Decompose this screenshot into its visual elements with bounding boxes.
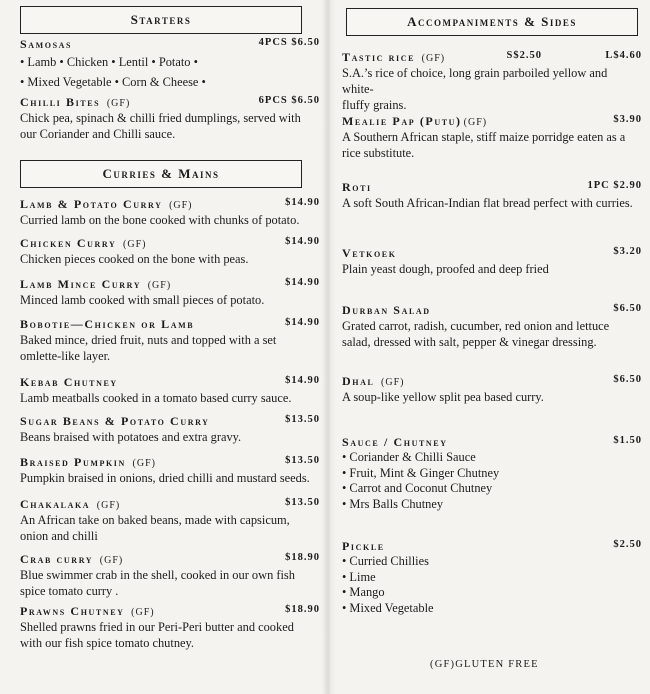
tastic-price-large: L$4.60 — [605, 50, 642, 61]
vetkoek-price: $3.20 — [613, 246, 642, 257]
curry-item — [20, 277, 320, 308]
curry-name: Lamb & Potato Curry — [20, 197, 163, 211]
curry-desc: spice tomato curry . — [20, 584, 119, 598]
curry-desc: An African take on baked beans, made with capsicum, — [20, 513, 290, 527]
curry-name: Lamb Mince Curry — [20, 277, 142, 291]
curry-desc: with our fish spice tomato chutney. — [20, 636, 195, 650]
curry-name: Crab curry — [20, 552, 94, 566]
gluten-free-note: (GF)GLUTEN FREE — [430, 659, 539, 670]
tastic-desc: S.A.’s rice of choice, long grain parboiled yellow and white- — [342, 66, 608, 96]
curry-name: Braised Pumpkin — [20, 455, 126, 469]
roti-price: 1PC $2.90 — [587, 180, 642, 191]
sauce-option: • Coriander & Chilli Sauce — [342, 450, 476, 464]
curry-desc: Baked mince, dried fruit, nuts and topped with a set — [20, 333, 277, 347]
sides-header: Accompaniments & Sides — [346, 8, 638, 36]
gf-label: (GF) — [132, 458, 156, 469]
dhal-price: $6.50 — [613, 374, 642, 385]
roti-item — [342, 180, 642, 211]
mealie-desc: rice substitute. — [342, 146, 415, 160]
curry-price: $18.90 — [285, 604, 320, 615]
curry-item — [20, 604, 320, 651]
sauce-chutney-item — [342, 435, 642, 512]
curry-price: $14.90 — [285, 317, 320, 328]
durban-salad-item — [342, 303, 642, 350]
dhal-name: Dhal — [342, 374, 375, 388]
chilli-bites-name: Chilli Bites — [20, 95, 101, 109]
durban-name: Durban Salad — [342, 303, 431, 317]
tastic-name: Tastic rice — [342, 50, 416, 64]
mealie-name: Mealie Pap (Putu) — [342, 114, 462, 128]
curry-item — [20, 414, 320, 445]
curry-item — [20, 197, 320, 228]
curry-item — [20, 552, 320, 599]
gf-label: (GF) — [463, 117, 488, 128]
pickle-option: • Mixed Vegetable — [342, 600, 434, 615]
dhal-item — [342, 374, 642, 405]
tastic-rice-item — [342, 50, 642, 113]
curry-price: $13.50 — [285, 497, 320, 508]
pickle-option: • Mango — [342, 585, 385, 599]
curry-desc: Beans braised with potatoes and extra gravy. — [20, 430, 242, 444]
curry-price: $13.50 — [285, 455, 320, 466]
curry-item — [20, 497, 320, 544]
curry-price: $14.90 — [285, 277, 320, 288]
pickle-name: Pickle — [342, 539, 385, 553]
samosas-name: Samosas — [20, 37, 73, 51]
curry-item — [20, 317, 320, 364]
gf-label: (GF) — [131, 607, 155, 618]
curry-name: Chakalaka — [20, 497, 91, 511]
durban-desc: Grated carrot, radish, cucumber, red onion and lettuce — [342, 319, 610, 333]
curry-desc: Blue swimmer crab in the shell, cooked in our own fish — [20, 568, 295, 582]
curry-desc: onion and chilli — [20, 529, 98, 543]
curry-desc: Lamb meatballs cooked in a tomato based curry sauce. — [20, 391, 292, 405]
curry-desc: Chicken pieces cooked on the bone with peas. — [20, 252, 249, 266]
samosas-item — [20, 37, 320, 92]
gf-label: (GF) — [123, 239, 147, 250]
curry-price: $14.90 — [285, 375, 320, 386]
vetkoek-item — [342, 246, 642, 277]
mealie-price: $3.90 — [613, 114, 642, 125]
gf-label: (GF) — [96, 500, 121, 511]
curry-name: Chicken Curry — [20, 236, 117, 250]
curry-price: $14.90 — [285, 236, 320, 247]
sauce-option: • Mrs Balls Chutney — [342, 496, 444, 511]
gf-label: (GF) — [169, 200, 193, 211]
pickle-price: $2.50 — [613, 539, 642, 550]
samosas-price: 4PCS $6.50 — [258, 37, 320, 48]
chilli-bites-item — [20, 95, 320, 142]
gf-label: (GF) — [99, 555, 124, 566]
curry-desc: Shelled prawns fried in our Peri-Peri butter and cooked — [20, 620, 294, 634]
curry-desc: Pumpkin braised in onions, dried chilli and mustard seeds. — [20, 471, 310, 485]
mealie-pap-item — [342, 114, 642, 161]
curry-price: $14.90 — [285, 197, 320, 208]
chilli-bites-desc-2: our Coriander and Chilli sauce. — [20, 127, 176, 141]
vetkoek-name: Vetkoek — [342, 246, 397, 260]
sauce-option: • Fruit, Mint & Ginger Chutney — [342, 465, 500, 480]
gf-label: (GF) — [381, 377, 405, 388]
roti-name: Roti — [342, 180, 372, 194]
chilli-bites-price: 6PCS $6.50 — [258, 95, 320, 106]
durban-desc: salad, dressed with salt, pepper & vinegar dressing. — [342, 335, 597, 349]
sauce-option: • Carrot and Coconut Chutney — [342, 481, 493, 495]
curry-name: Sugar Beans & Potato Curry — [20, 414, 210, 428]
curry-name: Bobotie—Chicken or Lamb — [20, 317, 195, 331]
curry-desc: Minced lamb cooked with small pieces of potato. — [20, 293, 265, 307]
pickle-item — [342, 539, 642, 616]
tastic-price-small: S$2.50 — [506, 50, 542, 61]
starters-header: Starters — [20, 6, 302, 34]
curry-price: $18.90 — [285, 552, 320, 563]
tastic-desc: fluffy grains. — [342, 98, 407, 112]
roti-desc: A soft South African-Indian flat bread perfect with curries. — [342, 196, 633, 210]
curry-item — [20, 375, 320, 406]
pickle-option: • Curried Chillies — [342, 554, 429, 568]
gf-label: (GF) — [421, 53, 446, 64]
gf-label: (GF) — [106, 98, 131, 109]
curry-name: Kebab Chutney — [20, 375, 118, 389]
page-fold — [322, 0, 336, 694]
vetkoek-desc: Plain yeast dough, proofed and deep fried — [342, 262, 549, 276]
curry-desc: Curried lamb on the bone cooked with chunks of potato. — [20, 213, 300, 227]
dhal-desc: A soup-like yellow split pea based curry. — [342, 390, 544, 404]
curry-item — [20, 455, 320, 486]
samosas-options-line1: • Lamb • Chicken • Lentil • Potato • — [20, 55, 198, 69]
curry-desc: omlette-like layer. — [20, 349, 111, 363]
sauce-price: $1.50 — [613, 435, 642, 446]
durban-price: $6.50 — [613, 303, 642, 314]
pickle-option: • Lime — [342, 569, 376, 584]
curry-price: $13.50 — [285, 414, 320, 425]
curry-name: Prawns Chutney — [20, 604, 125, 618]
chilli-bites-desc-1: Chick pea, spinach & chilli fried dumplings, served with — [20, 111, 301, 125]
curry-item — [20, 236, 320, 267]
mealie-desc: A Southern African staple, stiff maize porridge eaten as a — [342, 130, 626, 144]
samosas-options-line2: • Mixed Vegetable • Corn & Cheese • — [20, 75, 206, 89]
sauce-name: Sauce / Chutney — [342, 435, 448, 449]
curries-header: Curries & Mains — [20, 160, 302, 188]
gf-label: (GF) — [147, 280, 172, 291]
